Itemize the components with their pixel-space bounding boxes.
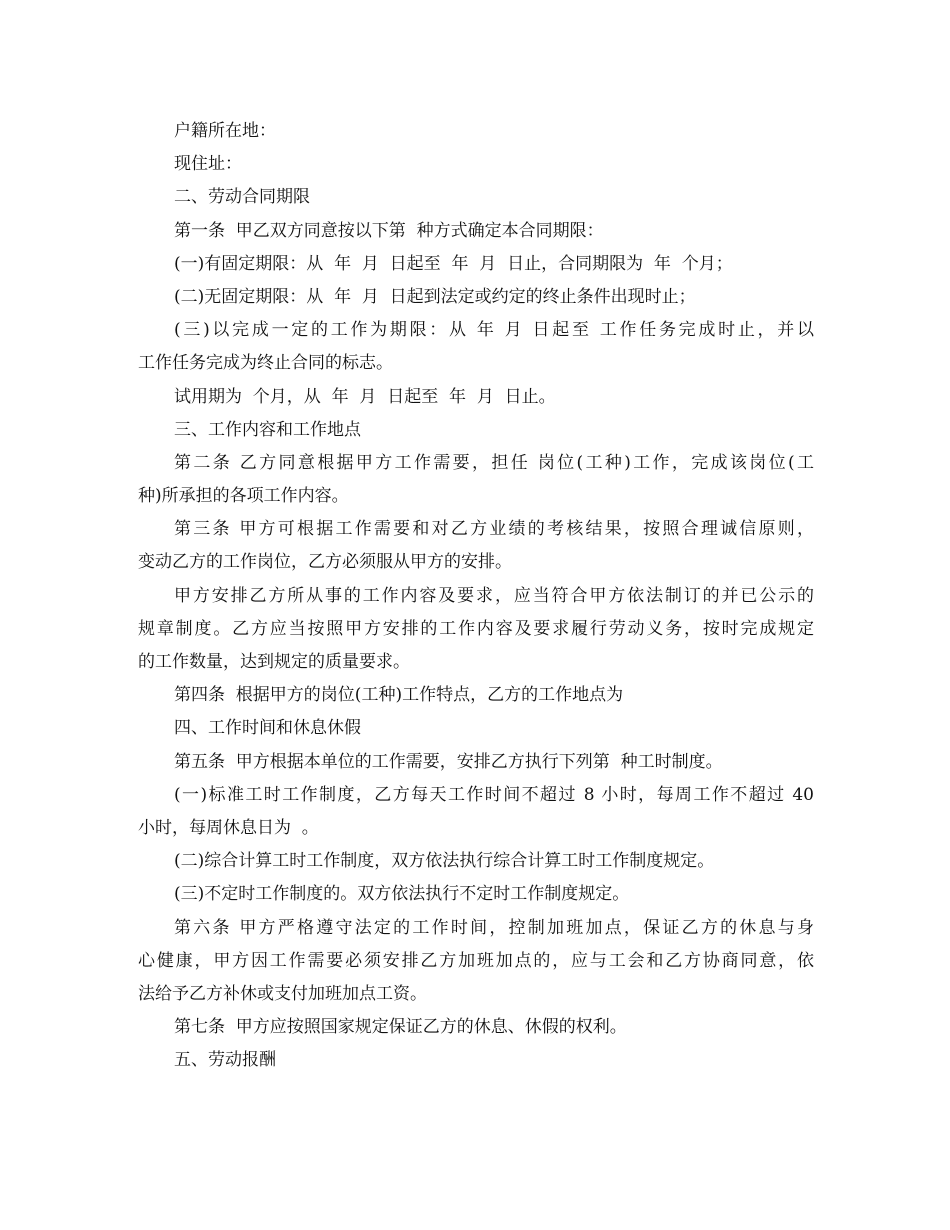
flexible-hours-line: (三)不定时工作制度的。双方依法执行不定时工作制度规定。: [174, 884, 630, 905]
section-heading-working-hours: 四、工作时间和休息休假: [174, 718, 361, 739]
comprehensive-hours-line: (二)综合计算工时工作制度，双方依法执行综合计算工时工作制度规定。: [174, 851, 715, 872]
standard-hours-line-2: 小时，每周休息日为 。: [138, 817, 319, 838]
work-arrangement-line-1: 甲方安排乙方所从事的工作内容及要求，应当符合甲方依法制订的并已公示的: [174, 585, 814, 606]
contract-text: [138, 115, 814, 1077]
task-term-line-2: 工作任务完成为终止合同的标志。: [138, 353, 393, 374]
open-term-line: (二)无固定期限：从 年 月 日起到法定或约定的终止条件出现时止；: [174, 286, 696, 307]
article-3-line-1: 第三条 甲方可根据工作需要和对乙方业绩的考核结果，按照合理诚信原则，: [174, 519, 814, 540]
article-3-line-2: 变动乙方的工作岗位，乙方必须服从甲方的安排。: [138, 552, 512, 573]
article-6-line-1: 第六条 甲方严格遵守法定的工作时间，控制加班加点，保证乙方的休息与身: [174, 917, 814, 938]
task-term-line-1: (三)以完成一定的工作为期限：从 年 月 日起至 工作任务完成时止，并以: [174, 320, 814, 341]
probation-line: 试用期为 个月，从 年 月 日起至 年 月 日止。: [174, 386, 556, 407]
section-heading-contract-term: 二、劳动合同期限: [174, 187, 310, 208]
article-1-line: 第一条 甲乙双方同意按以下第 种方式确定本合同期限：: [174, 220, 604, 241]
article-4-line: 第四条 根据甲方的岗位(工种)工作特点，乙方的工作地点为: [174, 685, 624, 706]
article-2-line-1: 第二条 乙方同意根据甲方工作需要，担任 岗位(工种)工作，完成该岗位(工: [174, 452, 814, 473]
section-heading-work-content: 三、工作内容和工作地点: [174, 419, 361, 440]
household-registration-line: 户籍所在地：: [174, 121, 276, 141]
fixed-term-line: (一)有固定期限：从 年 月 日起至 年 月 日止，合同期限为 年 个月；: [174, 253, 733, 274]
section-heading-remuneration: 五、劳动报酬: [174, 1050, 276, 1071]
standard-hours-line-1: (一)标准工时工作制度，乙方每天工作时间不超过 8 小时，每周工作不超过 40: [174, 784, 814, 805]
article-6-line-3: 法给予乙方补休或支付加班加点工资。: [138, 983, 427, 1004]
article-2-line-2: 种)所承担的各项工作内容。: [138, 486, 349, 507]
work-arrangement-line-2: 规章制度。乙方应当按照甲方安排的工作内容及要求履行劳动义务，按时完成规定: [138, 618, 814, 639]
article-7-line: 第七条 甲方应按照国家规定保证乙方的休息、休假的权利。: [174, 1017, 627, 1038]
article-5-line: 第五条 甲方根据本单位的工作需要，安排乙方执行下列第 种工时制度。: [174, 751, 723, 772]
current-address-line: 现住址：: [174, 154, 242, 175]
work-arrangement-line-3: 的工作数量，达到规定的质量要求。: [138, 652, 410, 672]
article-6-line-2: 心健康，甲方因工作需要必须安排乙方加班加点的，应与工会和乙方协商同意，依: [138, 950, 814, 971]
